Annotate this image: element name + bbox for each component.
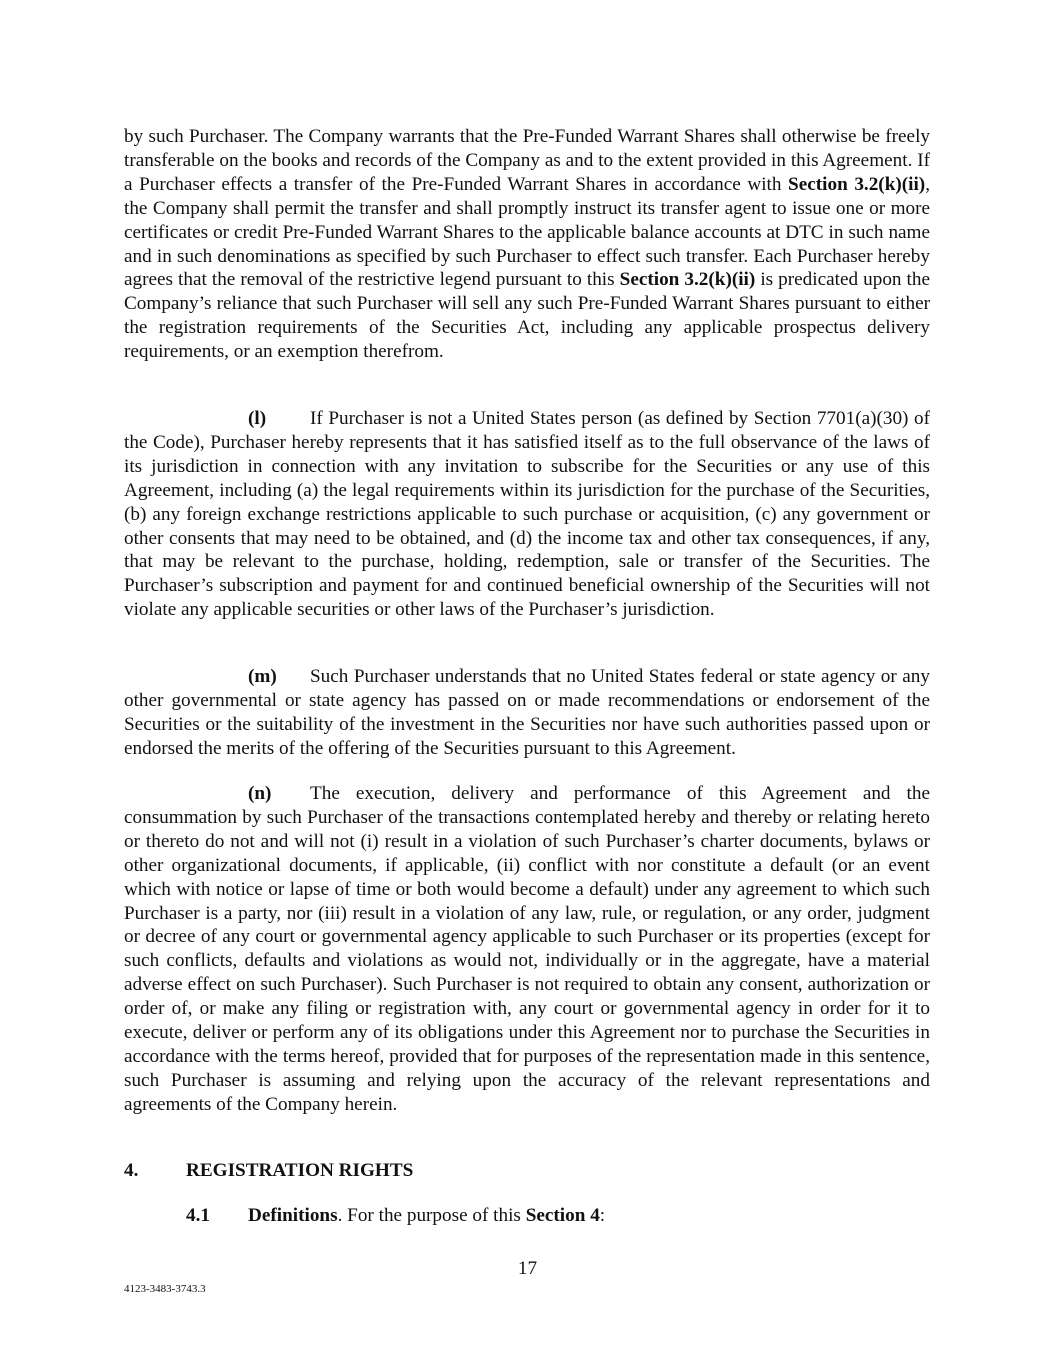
paragraph-text: by such Purchaser. The Company warrants that the Pre-Funded Warrant Shares shall otherwise be freely transferable on the books and records of the Company as and to the extent provided in this Agreement. If a Purchaser effects a transfer of the Pre-Funded Warrant Shares in accordance with bbox=[124, 126, 930, 195]
paragraph-text: If Purchaser is not a United States person (as defined by Section 7701(a)(30) of the Code), Purchaser hereby represents that it has satisfied itself as to the full observance of the laws of its jurisdiction in connection with any invitation to subscribe for the Securities or any use of this Agreement, including (a) the legal requirements within its jurisdiction for the purchase of the Securities, (b) any foreign exchange restrictions applicable to such purchase or acquisition, (c) any government or other consents that may need to be obtained, and (d) the income tax and other tax consequences, if any, that may be relevant to the purchase, holding, redemption, sale or transfer of the Securities. The Purchaser’s subscription and payment for and continued beneficial ownership of the Securities will not violate any applicable securities or other laws of the Purchaser’s jurisdiction. bbox=[124, 408, 930, 621]
subsection-title: Definitions bbox=[248, 1205, 338, 1226]
document-id: 4123-3483-3743.3 bbox=[124, 1283, 206, 1295]
paragraph-l bbox=[124, 407, 930, 622]
subsection-text: : bbox=[599, 1205, 606, 1226]
page-number: 17 bbox=[517, 1258, 538, 1279]
section-reference: Section 3.2(k)(ii) bbox=[619, 269, 756, 291]
section-reference: Section 4 bbox=[525, 1205, 600, 1226]
paragraph-m bbox=[124, 665, 930, 761]
paragraph-label: (l) bbox=[248, 408, 267, 429]
paragraph-text: is predicated upon the Company’s reliance that such Purchaser will sell any such Pre-Funded Warrant Shares pursuant to either the registration requirements of the Securities Act, including any applicable prospectus delivery requirements, or an exemption therefrom. bbox=[124, 269, 930, 363]
section-number: 4. bbox=[124, 1160, 139, 1181]
subsection-number: 4.1 bbox=[186, 1205, 210, 1226]
paragraph-text: , the Company shall permit the transfer and shall promptly instruct its transfer agent to issue one or more certificates or credit Pre-Funded Warrant Shares to the applicable balance accounts at DTC in such name and in such denominations as specified by such Purchaser to effect such transfer. Each Purchaser hereby agrees that the removal of the restrictive legend pursuant to this bbox=[124, 173, 930, 291]
section-title: REGISTRATION RIGHTS bbox=[186, 1160, 414, 1181]
paragraph-label: (n) bbox=[248, 783, 272, 804]
paragraph-text: Such Purchaser understands that no United States federal or state agency or any other governmental or state agency has passed on or made recommendations or endorsement of the Securities or the suitability of the investment in the Securities nor have such authorities passed upon or endorsed the merits of the offering of the Securities pursuant to this Agreement. bbox=[124, 666, 930, 759]
paragraph-text: The execution, delivery and performance of this Agreement and the consummation by such Purchaser of the transactions contemplated hereby and thereby or relating hereto or thereto do not and will not (i) result in a violation of such Purchaser’s charter documents, bylaws or other organizational documents, if applicable, (ii) conflict with nor constitute a default (or an event which with notice or lapse of time or both would become a default) under any agreement to which such Purchaser is a party, nor (iii) result in a violation of any law, rule, or regulation, or any order, judgment or decree of any court or governmental agency applicable to such Purchaser or its properties (except for such conflicts, defaults and violations as would not, individually or in the aggregate, have a material adverse effect on such Purchaser). Such Purchaser is not required to obtain any consent, authorization or order of, or make any filing or registration with, any court or governmental agency in order for it to execute, deliver or perform any of its obligations under this Agreement nor to purchase the Securities in accordance with the terms hereof, provided that for purposes of the representation made in this sentence, such Purchaser is assuming and relying upon the accuracy of the relevant representations and agreements of the Company herein. bbox=[124, 783, 930, 1115]
subsection-text: . For the purpose of this bbox=[337, 1205, 526, 1226]
subsection-heading bbox=[248, 1204, 605, 1228]
paragraph-n bbox=[124, 782, 930, 1117]
paragraph-continuation bbox=[124, 125, 930, 364]
paragraph-label: (m) bbox=[248, 666, 277, 687]
section-reference: Section 3.2(k)(ii) bbox=[788, 173, 926, 195]
